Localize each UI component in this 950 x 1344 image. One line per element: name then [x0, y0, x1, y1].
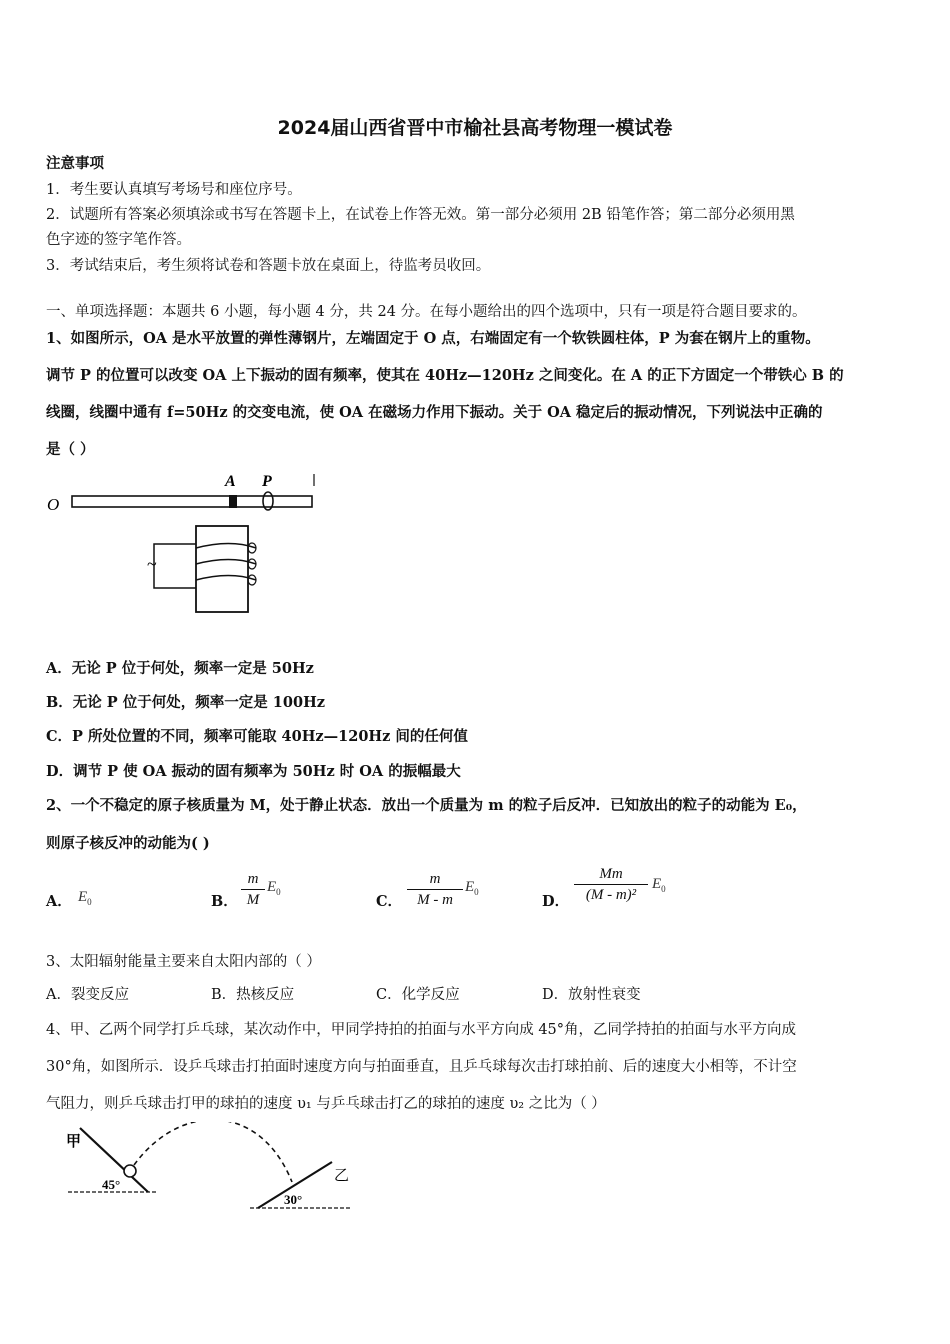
notice-heading: 注意事项: [46, 155, 104, 172]
q2-stem-line: 则原子核反冲的动能为( ): [46, 835, 210, 852]
notice-item: 2．试题所有答案必须填涂或书写在答题卡上，在试卷上作答无效。第一部分必须用 2B 铅笔作答；第二部分必须用黑: [46, 207, 795, 223]
wire: [154, 544, 196, 588]
page-title: 2024届山西省晋中市榆社县高考物理一模试卷: [277, 117, 673, 139]
q1-option-a[interactable]: A．无论 P 位于何处，频率一定是 50Hz: [46, 660, 314, 677]
q3-option-a[interactable]: A．裂变反应: [46, 987, 129, 1003]
q2-option-b-e0: $E_0$: [267, 879, 281, 897]
notice-item: 3．考试结束后，考生须将试卷和答题卡放在桌面上，待监考员收回。: [46, 258, 491, 274]
q4-stem-line: 气阻力，则乒乓球击打甲的球拍的速度 υ₁ 与乒乓球击打乙的球拍的速度 υ₂ 之比为（ ）: [46, 1096, 606, 1112]
q4-figure: [60, 1122, 360, 1214]
q2-option-a-expr: $E_0$: [78, 889, 92, 907]
label-o: O: [47, 495, 60, 514]
q1-stem-line: 调节 P 的位置可以改变 OA 上下振动的固有频率，使其在 40Hz—120Hz 之间变化。在 A 的正下方固定一个带铁心 B 的: [46, 367, 844, 384]
label-a: A: [225, 473, 236, 490]
q2-option-c-fraction: m M - m: [407, 870, 463, 909]
label-jia: 甲: [66, 1134, 82, 1150]
q2-option-b-label[interactable]: B．: [211, 893, 238, 910]
q1-option-c[interactable]: C．P 所处位置的不同，频率可能取 40Hz—120Hz 间的任何值: [46, 728, 468, 745]
q1-option-b[interactable]: B．无论 P 位于何处，频率一定是 100Hz: [46, 694, 326, 711]
steel-strip: [72, 496, 312, 507]
q2-option-b-fraction: m M: [241, 870, 265, 909]
q2-option-d-fraction: Mm (M - m)²: [574, 865, 648, 904]
label-p: P: [262, 473, 272, 490]
q1-figure: [44, 464, 334, 624]
section-heading: 一、单项选择题：本题共 6 小题，每小题 4 分，共 24 分。在每小题给出的四个选项中，只有一项是符合题目要求的。: [46, 304, 807, 320]
angle-45: 45°: [102, 1177, 121, 1192]
q3-stem: 3、太阳辐射能量主要来自太阳内部的（ ）: [46, 954, 321, 970]
q4-stem-line: 30°角，如图所示．设乒乓球击打拍面时速度方向与拍面垂直，且乒乓球每次击打球拍前、后的速度大小相等，不计空: [46, 1059, 797, 1075]
q1-option-d[interactable]: D．调节 P 使 OA 振动的固有频率为 50Hz 时 OA 的振幅最大: [46, 763, 461, 780]
q3-option-c[interactable]: C．化学反应: [376, 987, 460, 1003]
iron-core-b: [196, 526, 248, 612]
notice-item: 色字迹的签字笔作答。: [46, 232, 191, 248]
q4-stem-line: 4、甲、乙两个同学打乒乓球，某次动作中，甲同学持拍的拍面与水平方向成 45°角，乙同学持拍的拍面与水平方向成: [46, 1022, 797, 1038]
q3-option-d[interactable]: D．放射性衰变: [542, 987, 641, 1003]
angle-30: 30°: [284, 1192, 303, 1207]
coil: [196, 544, 256, 581]
q1-stem-line: 是（ ）: [46, 441, 95, 458]
q2-stem-line: 2、一个不稳定的原子核质量为 M，处于静止状态．放出一个质量为 m 的粒子后反冲．已知放出的粒子的动能为 E₀，: [46, 797, 807, 814]
q3-option-b[interactable]: B．热核反应: [211, 987, 295, 1003]
q2-option-c-label[interactable]: C．: [376, 893, 403, 910]
label-yi: 乙: [334, 1168, 350, 1184]
q2-option-a-label[interactable]: A．: [46, 893, 72, 910]
soft-iron-cylinder: [229, 495, 237, 508]
q2-option-c-e0: $E_0$: [465, 879, 479, 897]
q2-option-d-label[interactable]: D．: [542, 893, 570, 910]
q2-option-d-e0: $E_0$: [652, 876, 666, 894]
notice-item: 1．考生要认真填写考场号和座位序号。: [46, 182, 302, 198]
ac-source-symbol: ~: [147, 554, 157, 574]
ball: [124, 1165, 136, 1177]
q1-stem-line: 1、如图所示，OA 是水平放置的弹性薄钢片，左端固定于 O 点，右端固定有一个软铁圆柱体，P 为套在钢片上的重物。: [46, 330, 820, 347]
trajectory: [134, 1122, 292, 1182]
q1-stem-line: 线圈，线圈中通有 f=50Hz 的交变电流，使 OA 在磁场力作用下振动。关于 OA 稳定后的振动情况，下列说法中正确的: [46, 404, 823, 421]
